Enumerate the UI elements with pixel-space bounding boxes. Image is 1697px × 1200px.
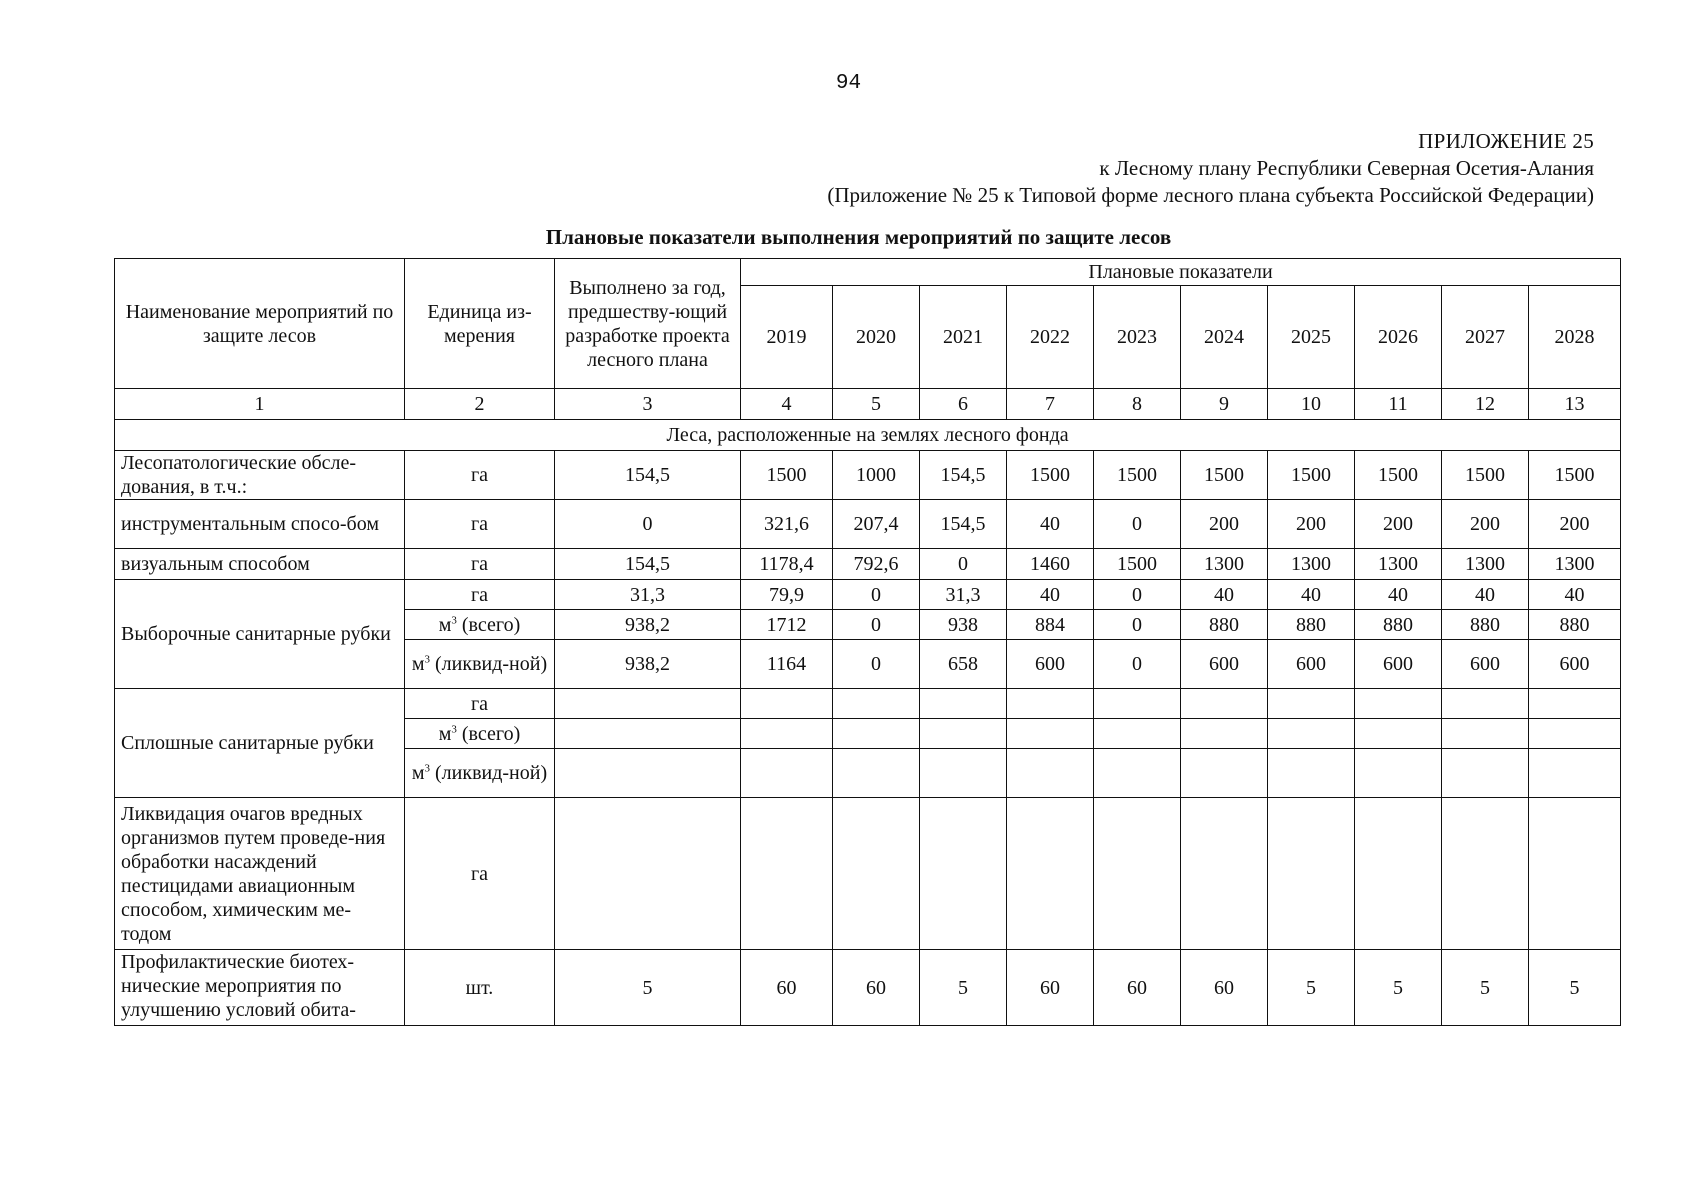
table-row (115, 580, 1621, 610)
unit-cell: шт. (405, 950, 555, 1026)
plan-value: 40 (1442, 580, 1529, 610)
plan-value: 0 (1094, 640, 1181, 689)
empty-cell (741, 798, 833, 950)
unit-cell (405, 689, 555, 719)
plan-value: 5 (1442, 950, 1529, 1026)
plan-value: 200 (1529, 500, 1621, 549)
plan-value: 5 (1529, 950, 1621, 1026)
plan-value: 1300 (1529, 549, 1621, 580)
unit-cell: га (405, 549, 555, 580)
plan-value: 1300 (1442, 549, 1529, 580)
protection-plan-table (114, 258, 1621, 1026)
plan-value: 200 (1181, 500, 1268, 549)
unit-suffix: (всего) (456, 722, 521, 745)
plan-value: 200 (1442, 500, 1529, 549)
year-header: 2026 (1355, 286, 1442, 389)
plan-value: 1164 (741, 640, 833, 689)
empty-cell (555, 749, 741, 798)
empty-cell (1268, 689, 1355, 719)
column-number: 7 (1007, 389, 1094, 420)
empty-cell (1442, 689, 1529, 719)
plan-value: 600 (1529, 640, 1621, 689)
year-header: 2025 (1268, 286, 1355, 389)
plan-value: 0 (1094, 580, 1181, 610)
column-number: 4 (741, 389, 833, 420)
unit-base: га (470, 583, 489, 606)
plan-value: 60 (1181, 950, 1268, 1026)
plan-value: 658 (920, 640, 1007, 689)
column-number: 6 (920, 389, 1007, 420)
empty-cell (1268, 719, 1355, 749)
plan-value: 60 (741, 950, 833, 1026)
activity-name: Сплошные санитарные рубки (115, 689, 405, 798)
column-number: 11 (1355, 389, 1442, 420)
plan-value: 40 (1181, 580, 1268, 610)
unit-cell (405, 640, 555, 689)
year-header: 2021 (920, 286, 1007, 389)
appendix-template-note: (Приложение № 25 к Типовой форме лесного плана субъекта Российской Федерации) (827, 183, 1594, 207)
unit-base: м (411, 653, 425, 675)
plan-value: 5 (920, 950, 1007, 1026)
plan-value: 154,5 (920, 500, 1007, 549)
done-value: 154,5 (555, 549, 741, 580)
column-number: 3 (555, 389, 741, 420)
plan-value: 880 (1181, 610, 1268, 640)
empty-cell (1181, 798, 1268, 950)
plan-value: 1500 (1355, 451, 1442, 500)
plan-value: 60 (833, 950, 920, 1026)
unit-base: м (411, 762, 425, 784)
activity-name: Профилактические биотех-нические мероприятия по улучшению условий обита- (115, 950, 405, 1026)
plan-value: 31,3 (920, 580, 1007, 610)
appendix-number: ПРИЛОЖЕНИЕ 25 (1418, 129, 1594, 153)
empty-cell (1442, 798, 1529, 950)
plan-value: 880 (1442, 610, 1529, 640)
table-row (115, 451, 1621, 500)
plan-value: 0 (833, 610, 920, 640)
plan-value: 600 (1442, 640, 1529, 689)
plan-value: 154,5 (920, 451, 1007, 500)
empty-cell (833, 719, 920, 749)
column-number: 8 (1094, 389, 1181, 420)
year-header: 2020 (833, 286, 920, 389)
empty-cell (920, 798, 1007, 950)
empty-cell (741, 749, 833, 798)
empty-cell (1007, 689, 1094, 719)
empty-cell (1007, 749, 1094, 798)
table-row (115, 500, 1621, 549)
empty-cell (1094, 689, 1181, 719)
column-number: 12 (1442, 389, 1529, 420)
plan-value: 40 (1355, 580, 1442, 610)
plan-value: 880 (1355, 610, 1442, 640)
empty-cell (833, 689, 920, 719)
plan-value: 1300 (1181, 549, 1268, 580)
unit-cell: га (405, 500, 555, 549)
column-number: 2 (405, 389, 555, 420)
empty-cell (1181, 719, 1268, 749)
plan-value: 880 (1529, 610, 1621, 640)
unit-cell (405, 719, 555, 749)
plan-value: 1500 (1181, 451, 1268, 500)
unit-suffix: (ликвид-ной) (430, 762, 548, 784)
plan-value: 79,9 (741, 580, 833, 610)
empty-cell (1007, 719, 1094, 749)
empty-cell (1355, 719, 1442, 749)
plan-value: 200 (1268, 500, 1355, 549)
unit-cell (405, 580, 555, 610)
activity-name: инструментальным спосо-бом (115, 500, 405, 549)
empty-cell (555, 689, 741, 719)
page-number: 94 (835, 72, 862, 95)
plan-value: 1500 (1007, 451, 1094, 500)
empty-cell (1355, 749, 1442, 798)
empty-cell (1268, 798, 1355, 950)
plan-value: 600 (1181, 640, 1268, 689)
empty-cell (1442, 749, 1529, 798)
plan-value: 600 (1268, 640, 1355, 689)
activity-name: Выборочные санитарные рубки (115, 580, 405, 689)
empty-cell (1007, 798, 1094, 950)
done-value: 938,2 (555, 610, 741, 640)
plan-value: 1500 (1442, 451, 1529, 500)
year-header: 2022 (1007, 286, 1094, 389)
year-header: 2027 (1442, 286, 1529, 389)
plan-value: 0 (833, 580, 920, 610)
plan-value: 0 (1094, 500, 1181, 549)
done-value: 154,5 (555, 451, 741, 500)
header-planned: Плановые показатели (741, 259, 1621, 286)
column-number: 5 (833, 389, 920, 420)
empty-cell (920, 719, 1007, 749)
unit-cell: га (405, 798, 555, 950)
empty-cell (1094, 798, 1181, 950)
plan-value: 321,6 (741, 500, 833, 549)
plan-value: 1500 (741, 451, 833, 500)
year-header: 2028 (1529, 286, 1621, 389)
header-done: Выполнено за год, предшеству-ющий разработке проекта лесного плана (555, 259, 741, 389)
empty-cell (920, 689, 1007, 719)
plan-value: 40 (1007, 500, 1094, 549)
done-value: 31,3 (555, 580, 741, 610)
unit-suffix: (ликвид-ной) (430, 653, 548, 675)
column-number: 10 (1268, 389, 1355, 420)
empty-cell (555, 798, 741, 950)
empty-cell (1529, 689, 1621, 719)
unit-suffix: (всего) (456, 613, 521, 636)
table-row (115, 689, 1621, 719)
empty-cell (833, 798, 920, 950)
unit-base: га (470, 692, 489, 715)
appendix-header (827, 128, 1594, 209)
plan-value: 600 (1355, 640, 1442, 689)
header-unit: Единица из-мерения (405, 259, 555, 389)
empty-cell (1181, 749, 1268, 798)
year-header: 2019 (741, 286, 833, 389)
plan-value: 1500 (1094, 451, 1181, 500)
empty-cell (741, 689, 833, 719)
unit-cell (405, 749, 555, 798)
empty-cell (1094, 719, 1181, 749)
plan-value: 1300 (1268, 549, 1355, 580)
plan-value: 880 (1268, 610, 1355, 640)
plan-value: 60 (1094, 950, 1181, 1026)
plan-value: 40 (1007, 580, 1094, 610)
unit-superscript: 3 (424, 762, 431, 775)
plan-value: 938 (920, 610, 1007, 640)
year-header: 2023 (1094, 286, 1181, 389)
empty-cell (833, 749, 920, 798)
plan-value: 40 (1268, 580, 1355, 610)
table-row (115, 798, 1621, 950)
empty-cell (1529, 749, 1621, 798)
unit-base: м (438, 613, 452, 636)
plan-value: 1500 (1529, 451, 1621, 500)
plan-value: 1178,4 (741, 549, 833, 580)
plan-value: 0 (920, 549, 1007, 580)
activity-name: Ликвидация очагов вредных организмов путем проведе-ния обработки насаждений пестицидами авиационным способом, химическим ме-тодом (115, 798, 405, 950)
plan-value: 1000 (833, 451, 920, 500)
table-row (115, 950, 1621, 1026)
activity-name: Лесопатологические обсле-дования, в т.ч.: (115, 451, 405, 500)
plan-value: 1300 (1355, 549, 1442, 580)
plan-value: 884 (1007, 610, 1094, 640)
plan-value: 600 (1007, 640, 1094, 689)
year-header: 2024 (1181, 286, 1268, 389)
empty-cell (920, 749, 1007, 798)
plan-value: 207,4 (833, 500, 920, 549)
table-row (115, 549, 1621, 580)
plan-value: 200 (1355, 500, 1442, 549)
plan-value: 60 (1007, 950, 1094, 1026)
empty-cell (1355, 689, 1442, 719)
empty-cell (1268, 749, 1355, 798)
column-number: 13 (1529, 389, 1621, 420)
done-value: 0 (555, 500, 741, 549)
empty-cell (1094, 749, 1181, 798)
document-title: Плановые показатели выполнения мероприятий по защите лесов (545, 225, 1172, 249)
section-title: Леса, расположенные на землях лесного фонда (115, 420, 1621, 451)
unit-cell: га (405, 451, 555, 500)
unit-cell (405, 610, 555, 640)
empty-cell (1442, 719, 1529, 749)
empty-cell (741, 719, 833, 749)
unit-superscript: 3 (424, 653, 431, 666)
header-name: Наименование мероприятий по защите лесов (115, 259, 405, 389)
done-value: 938,2 (555, 640, 741, 689)
plan-value: 1712 (741, 610, 833, 640)
appendix-reference: к Лесному плану Республики Северная Осетия-Алания (1099, 156, 1594, 180)
unit-superscript: 3 (451, 722, 457, 735)
plan-value: 1500 (1094, 549, 1181, 580)
plan-value: 5 (1355, 950, 1442, 1026)
plan-value: 1500 (1268, 451, 1355, 500)
empty-cell (555, 719, 741, 749)
plan-value: 1460 (1007, 549, 1094, 580)
empty-cell (1355, 798, 1442, 950)
plan-value: 40 (1529, 580, 1621, 610)
empty-cell (1181, 689, 1268, 719)
column-number: 1 (115, 389, 405, 420)
plan-value: 0 (833, 640, 920, 689)
empty-cell (1529, 719, 1621, 749)
done-value: 5 (555, 950, 741, 1026)
plan-value: 5 (1268, 950, 1355, 1026)
empty-cell (1529, 798, 1621, 950)
plan-value: 0 (1094, 610, 1181, 640)
unit-base: м (438, 722, 452, 745)
unit-superscript: 3 (451, 613, 457, 626)
column-number: 9 (1181, 389, 1268, 420)
activity-name: визуальным способом (115, 549, 405, 580)
plan-value: 792,6 (833, 549, 920, 580)
